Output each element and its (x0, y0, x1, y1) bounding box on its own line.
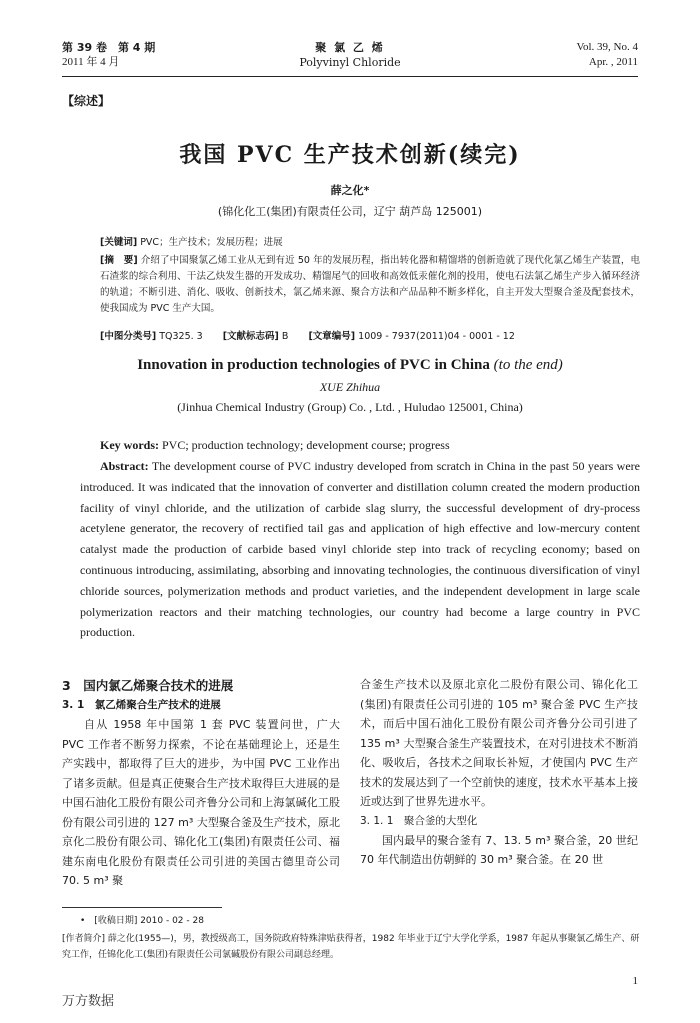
body-paragraph-1: 自从 1958 年中国第 1 套 PVC 装置问世，广大 PVC 工作者不断努力探索，不论在基础理论上，还是生产实践中，都取得了巨大的进步，为中国 PVC 工业作出了诸多贡献。但是真正使聚合生产技术取得巨大进展的是中国石油化工股份有限公司齐鲁分公司和上海氯碱化工股份有限公司引进的 127 m³ 大型聚合釜及生产技术，原北京化二股份有限公司、锦化化工(集团)有限责任公司、福建东南电化股份有限责任公司引进的美国古德里奇公司 70. 5 m³ 聚 (62, 718, 340, 887)
classification-line (100, 329, 640, 345)
section-tag: 【综述】 (62, 94, 111, 108)
article-no-label: [文章编号] (308, 331, 356, 342)
keywords-en-label: Key words: (100, 438, 159, 452)
keywords-en (100, 435, 640, 455)
abstract-en (80, 456, 640, 643)
affiliation-cn: (锦化化工(集团)有限责任公司，辽宁 葫芦岛 125001) (217, 205, 483, 218)
title-en-suffix: (to the end) (493, 357, 563, 373)
body-column-right (360, 675, 638, 870)
header-vol-cn: 第 39 卷 第 4 期 (62, 41, 156, 54)
article-title-en (0, 357, 700, 374)
body-paragraph-2: 合釜生产技术以及原北京化二股份有限公司、锦化化工(集团)有限责任公司引进的 105 m³ 聚合釜 PVC 生产技术，而后中国石油化工股份有限公司齐鲁分公司引进了 135 m³ 大型聚合釜生产装置技术，在对引进技术不断消化、吸收后，各技术之间取长补短，才使国内 PVC 生产技术的发展达到了一个空前快的速度，技术水平基本上接近或达到了世界先进水平。 (360, 678, 638, 808)
body-column-left (62, 675, 340, 891)
header-rule (62, 76, 638, 77)
body-paragraph-3: 国内最早的聚合釜有 7、13. 5 m³ 聚合釜，20 世纪 70 年代制造出仿朝鲜的 30 m³ 聚合釜。在 20 世 (360, 833, 638, 866)
header-journal-cn: 聚 氯 乙 烯 (315, 41, 385, 54)
watermark: 万方数据 (62, 994, 115, 1009)
keywords-cn-label: [关键词] (100, 237, 138, 248)
keywords-cn (100, 235, 640, 251)
article-no-value: 1009 - 7937(2011)04 - 0001 - 12 (355, 331, 515, 342)
doc-code-label: [文献标志码] (222, 331, 279, 342)
header-date-en: Apr. , 2011 (588, 56, 638, 68)
header-journal-en: Polyvinyl Chloride (299, 56, 401, 69)
keywords-en-text: PVC; production technology; development course; progress (159, 438, 450, 452)
abstract-cn-label: [摘 要] (100, 255, 138, 266)
title-en-main: Innovation in production technologies of PVC in China (137, 357, 490, 373)
footnote-received: • [收稿日期] 2010 - 02 - 28 (80, 916, 204, 926)
clc-value: TQ325. 3 (156, 331, 203, 342)
page-number: 1 (632, 975, 638, 987)
doc-code-value: B (278, 331, 289, 342)
footnote-rule (62, 907, 222, 908)
article-title-cn: 我国 PVC 生产技术创新(续完) (179, 142, 521, 168)
footnote-author-bio: [作者简介] 薛之化(1955—)，男，教授级高工，国务院政府特殊津贴获得者，1982 年毕业于辽宁大学化学系，1987 年起从事聚氯乙烯生产、研究工作，任锦化化工(集团)有限责任公司氯碱股份有限公司副总经理。 (62, 934, 640, 960)
subsubsection-heading-3-1-1: 3. 1. 1 聚合釜的大型化 (360, 814, 478, 827)
author-cn: 薛之化* (330, 184, 370, 197)
abstract-en-label: Abstract: (100, 459, 149, 473)
clc-label: [中图分类号] (100, 331, 157, 342)
header-date-cn: 2011 年 4 月 (62, 56, 120, 68)
subsection-heading-3-1: 3. 1 氯乙烯聚合生产技术的进展 (62, 699, 221, 711)
section-heading-3: 3 国内氯乙烯聚合技术的进展 (62, 678, 234, 693)
header-vol-en: Vol. 39, No. 4 (576, 41, 638, 53)
abstract-en-text: The development course of PVC industry developed from scratch in China in the past 50 years were introduced. It was indicated that the innovation of converter and distillation column created the modern production facility of vinyl chloride, and the utilization of carbide slag slurry, the successful development of dry-process acetylene generator, the recovery of rectified tail gas and application of high effective and low-mercury content catalyst made the production of carbide based vinyl chloride step into track of recycling economy; based on continuous introducing, assimilating, absorbing and innovating technologies, the continuous diversification of vinyl chloride sources, polymerization methods and product varieties, and the independent development in large scale polymerization reactors and their matching technologies, our country had become a large country in PVC production. (80, 459, 640, 640)
author-en: XUE Zhihua (319, 380, 381, 394)
keywords-cn-text: PVC；生产技术；发展历程；进展 (137, 237, 283, 248)
abstract-cn (100, 253, 640, 317)
affiliation-en: (Jinhua Chemical Industry (Group) Co. , Ltd. , Huludao 125001, China) (177, 400, 523, 414)
header-volume-en (576, 40, 638, 70)
abstract-cn-text: 介绍了中国聚氯乙烯工业从无到有近 50 年的发展历程，指出转化器和精馏塔的创新造就了现代化氯乙烯生产装置，电石渣浆的综合利用、干法乙炔发生器的开发成功、精馏尾气的回收和高效低汞催化剂的投用，使电石法氯乙烯生产步入循环经济的轨道；不断引进、消化、吸收、创新技术，氯乙烯来源、聚合方法和产品品种不断多样化，自主开发大型聚合釜及配套技术，使我国成为 PVC 生产大国。 (100, 255, 641, 314)
